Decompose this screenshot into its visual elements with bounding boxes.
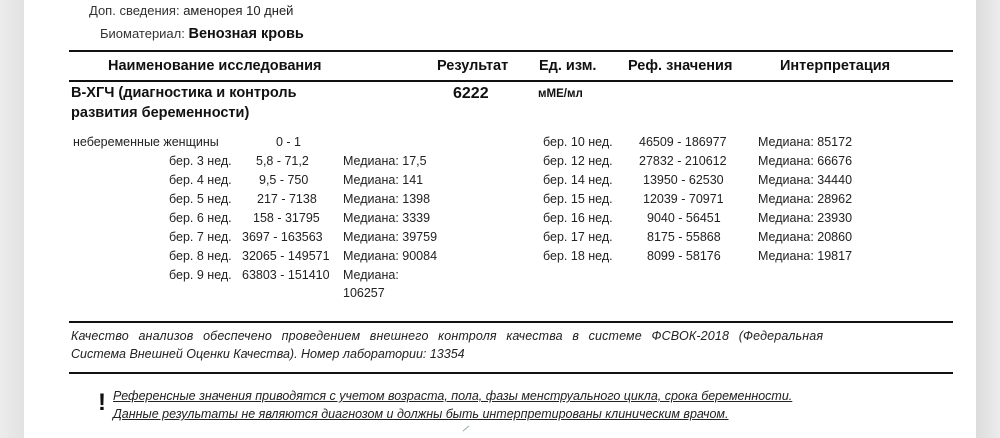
reference-median: Медиана: 66676 (758, 154, 853, 168)
reference-row (24, 247, 976, 266)
biomaterial-label: Биоматериал: (100, 26, 185, 41)
reference-median: Медиана: 19817 (758, 249, 853, 263)
reference-week: бер. 8 нед. (169, 249, 232, 263)
reference-week: бер. 3 нед. (169, 154, 232, 168)
reference-median: Медиана: 20860 (758, 230, 853, 244)
reference-week: бер. 18 нед. (543, 249, 613, 263)
test-name-line1: B-ХГЧ (диагностика и контроль (71, 85, 297, 101)
biomaterial-value: Венозная кровь (188, 26, 304, 42)
warning-note-line2: Данные результаты не являются диагнозом и должны быть интерпретированы клиническим врачом. (113, 407, 729, 421)
column-header-interpretation: Интерпретация (780, 58, 891, 74)
warning-note-line1: Референсные значения приводятся с учетом возраста, пола, фазы менструального цикла, срока беременности. (113, 389, 793, 403)
reference-range: 9040 - 56451 (647, 211, 721, 225)
reference-range: 13950 - 62530 (643, 173, 724, 187)
column-header-unit: Ед. изм. (539, 58, 597, 74)
reference-row (24, 209, 976, 228)
reference-row (24, 133, 976, 152)
reference-range: 5,8 - 71,2 (256, 154, 309, 168)
reference-row-continuation (24, 284, 504, 303)
reference-week: бер. 12 нед. (543, 154, 613, 168)
biomaterial (100, 26, 304, 42)
reference-week: бер. 4 нед. (169, 173, 232, 187)
reference-range: 217 - 7138 (257, 192, 317, 206)
reference-week: бер. 5 нед. (169, 192, 232, 206)
additional-info (89, 3, 293, 18)
reference-median: Медиана: 141 (343, 173, 424, 187)
reference-week: бер. 17 нед. (543, 230, 613, 244)
reference-row (24, 266, 504, 285)
reference-week: бер. 15 нед. (543, 192, 613, 206)
reference-range: 9,5 - 750 (259, 173, 309, 187)
quality-bottom-rule (69, 372, 953, 374)
reference-range: 12039 - 70971 (643, 192, 724, 206)
column-header-result: Результат (437, 58, 509, 74)
reference-median: Медиана: 85172 (758, 135, 853, 149)
reference-week: бер. 16 нед. (543, 211, 613, 225)
additional-info-label: Доп. сведения: (89, 3, 180, 18)
header-bottom-rule (69, 80, 953, 82)
reference-median: Медиана: (343, 268, 399, 282)
reference-median: Медиана: 28962 (758, 192, 853, 206)
reference-row (24, 152, 976, 171)
quality-top-rule (69, 321, 953, 323)
document-page (24, 0, 976, 438)
column-header-reference: Реф. значения (628, 58, 733, 74)
reference-median: Медиана: 23930 (758, 211, 853, 225)
scan-artifact-mark (463, 426, 470, 432)
quality-note (71, 327, 951, 363)
warning-note (113, 387, 792, 423)
test-name (71, 83, 297, 123)
reference-label: небеременные женщины (73, 135, 219, 149)
reference-median: Медиана: 3339 (343, 211, 431, 225)
reference-range: 8175 - 55868 (647, 230, 721, 244)
quality-note-line2: Система Внешней Оценки Качества). Номер лаборатории: 13354 (71, 347, 465, 361)
reference-range: 8099 - 58176 (647, 249, 721, 263)
reference-range: 27832 - 210612 (639, 154, 727, 168)
reference-median-continuation: 106257 (343, 286, 385, 300)
reference-range: 63803 - 151410 (242, 268, 330, 282)
reference-range: 0 - 1 (276, 135, 302, 149)
test-unit: мМЕ/мл (538, 88, 583, 100)
reference-range: 46509 - 186977 (639, 135, 727, 149)
reference-median: Медиана: 90084 (343, 249, 438, 263)
reference-median: Медиана: 1398 (343, 192, 431, 206)
warning-exclamation-icon: ! (98, 389, 106, 416)
reference-median: Медиана: 34440 (758, 173, 853, 187)
reference-range: 158 - 31795 (253, 211, 320, 225)
test-result-value: 6222 (453, 85, 489, 102)
reference-week: бер. 9 нед. (169, 268, 232, 282)
reference-row (24, 171, 976, 190)
reference-week: бер. 7 нед. (169, 230, 232, 244)
reference-median: Медиана: 17,5 (343, 154, 427, 168)
reference-median: Медиана: 39759 (343, 230, 438, 244)
reference-row (24, 190, 976, 209)
reference-week: бер. 6 нед. (169, 211, 232, 225)
quality-note-line1: Качество анализов обеспечено проведением внешнего контроля качества в системе ФСВОК-2018 (Федеральная (71, 329, 824, 343)
viewer-background-right (976, 0, 1000, 438)
reference-range: 3697 - 163563 (242, 230, 323, 244)
reference-week: бер. 10 нед. (543, 135, 613, 149)
additional-info-value: аменорея 10 дней (183, 3, 294, 18)
column-header-name: Наименование исследования (108, 58, 322, 74)
test-name-line2: развития беременности) (71, 105, 250, 121)
reference-week: бер. 14 нед. (543, 173, 613, 187)
reference-row (24, 228, 976, 247)
header-top-rule (69, 50, 953, 52)
reference-range: 32065 - 149571 (242, 249, 330, 263)
viewer-background-left (0, 0, 24, 438)
